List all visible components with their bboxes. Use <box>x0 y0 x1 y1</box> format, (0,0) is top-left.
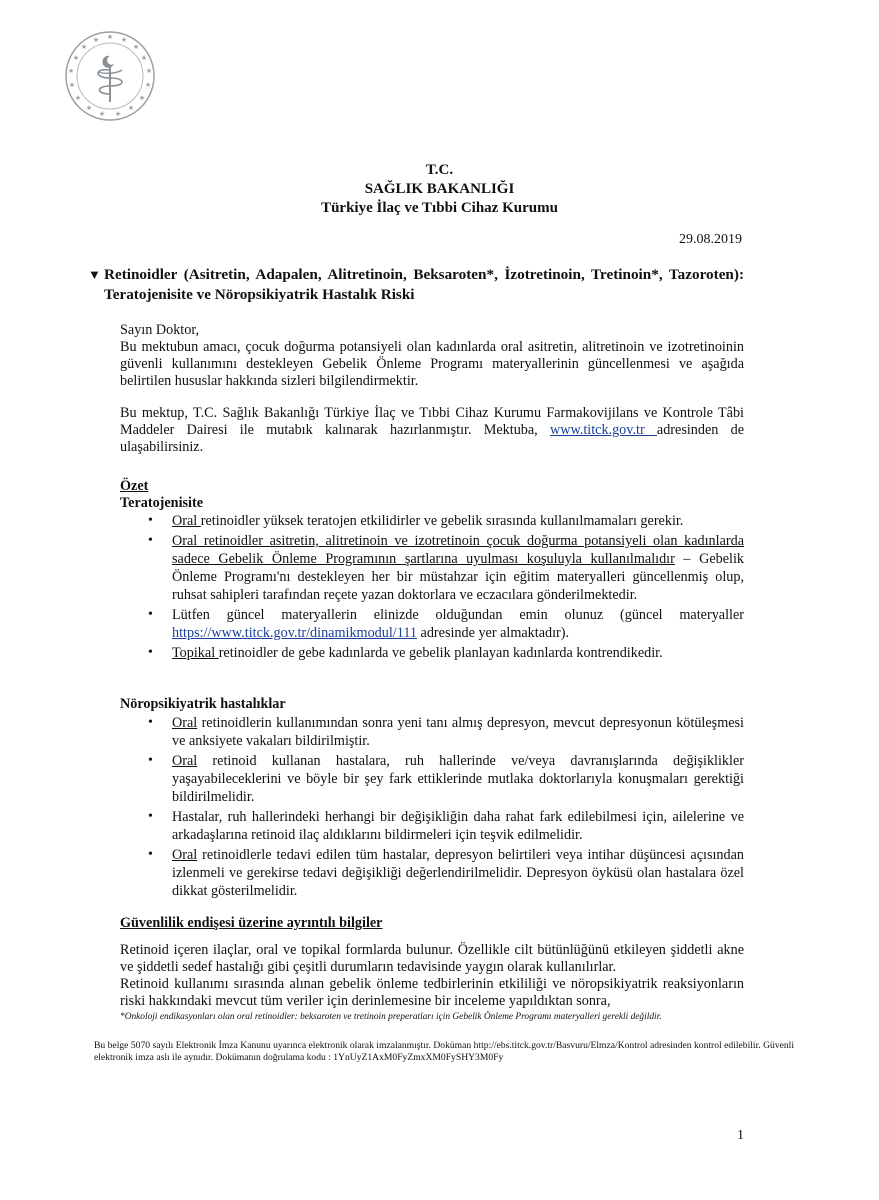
list-item: • Oral retinoid kullanan hastalara, ruh hallerinde ve/veya davranışlarında değişiklikler yaşayabileceklerini ve böyle bir şey fark ettiklerinde mutlaka doktorlarıyla konuşmaları gerektiği bildirilmelidir. <box>120 752 744 806</box>
materials-link[interactable]: https://www.titck.gov.tr/dinamikmodul/111 <box>172 625 417 641</box>
safety-heading: Güvenlilik endişesi üzerine ayrıntılı bilgiler <box>120 915 383 931</box>
svg-text:★: ★ <box>106 33 114 41</box>
list-item: • Oral retinoidlerle tedavi edilen tüm hastalar, depresyon belirtileri veya intihar düşüncesi açısından izlenmeli ve gerekirse tedavi değişikliği değerlendirilmelidir. Depresyon öyküsü olan hastalara özel dikkat gösterilmelidir. <box>120 846 744 900</box>
titck-link[interactable]: www.titck.gov.tr <box>549 422 657 438</box>
svg-text:★: ★ <box>85 104 93 112</box>
svg-text:★: ★ <box>127 104 135 112</box>
svg-text:★: ★ <box>138 94 146 102</box>
document-date: 29.08.2019 <box>679 232 742 247</box>
list-item: • Topikal retinoidler de gebe kadınlarda ve gebelik planlayan kadınlarda kontrendikedir. <box>120 644 744 662</box>
ministry-emblem-icon <box>64 30 156 122</box>
safety-paragraph-1: Retinoid içeren ilaçlar, oral ve topikal formlarda bulunur. Özellikle cilt bütünlüğünü etkileyen şiddetli akne ve şiddetli sedef hastalığı gibi çeşitli durumların tedavisinde yaygın olarak kullanılırlar. <box>120 942 744 975</box>
ministry-logo <box>64 30 156 122</box>
intro-paragraph-2 <box>120 405 744 456</box>
svg-text:★: ★ <box>120 36 128 44</box>
safety-paragraph-2: Retinoid kullanımı sırasında alınan gebelik önleme tedbirlerinin etkililiği ve nöropsikiyatrik reaksiyonların riski hakkındaki mevcut tüm veriler için derinlemesine bir inceleme yapıldıktan sonra, <box>120 976 744 1009</box>
document-title <box>88 265 744 305</box>
svg-text:★: ★ <box>67 67 75 75</box>
list-item: • Hastalar, ruh hallerindeki herhangi bir değişikliğin daha rahat fark edilebilmesi için, ailelerine ve arkadaşlarına retinoid ilaç aldıklarını bildirmeleri için teşvik edilmelidir. <box>120 808 744 844</box>
svg-text:★: ★ <box>80 43 88 51</box>
svg-text:★: ★ <box>72 54 80 62</box>
list-item: • Lütfen güncel materyallerin elinizde olduğundan emin olunuz (güncel materyaller https://www.titck.gov.tr/dinamikmodul/111 adresinde yer almaktadır). <box>120 606 744 642</box>
svg-text:★: ★ <box>144 81 152 89</box>
svg-text:★: ★ <box>98 110 106 118</box>
svg-text:★: ★ <box>68 81 76 89</box>
neuropsychiatric-heading: Nöropsikiyatrik hastalıklar <box>120 696 286 712</box>
header-country: T.C. <box>425 162 454 178</box>
svg-text:★: ★ <box>140 54 148 62</box>
page-number: 1 <box>737 1128 744 1143</box>
list-item: • Oral retinoidlerin kullanımından sonra yeni tanı almış depresyon, mevcut depresyonun kötüleşmesi ve anksiyete vakaları bildirilmiştir. <box>120 714 744 750</box>
header-agency: Türkiye İlaç ve Tıbbi Cihaz Kurumu <box>321 200 558 216</box>
list-item: • Oral retinoidler asitretin, alitretinoin ve izotretinoin çocuk doğurma potansiyeli olan kadınlarda sadece Gebelik Önleme Programının şartlarına uyulması koşuluyla kullanılmalıdır – Gebelik Önleme Programı'nı destekleyen her bir müstahzar için eğitim materyalleri güncellenmiş olup, ruhsat sahipleri tarafından reçete yazan doktorlara ve eczacılara gönderilmektedir. <box>120 532 744 604</box>
svg-text:★: ★ <box>92 36 100 44</box>
triangle-icon: ▼ <box>88 267 101 282</box>
intro2-text-b: adresinden de ulaşabilirsiniz. <box>120 422 744 455</box>
intro2-text-a: Bu mektup, T.C. Sağlık Bakanlığı Türkiye İlaç ve Tıbbi Cihaz Kurumu Farmakovijilans ve Kontrole Tâbi Maddeler Dairesi ile mutabık kalınarak hazırlanmıştır. Mektuba, <box>120 405 744 438</box>
intro-paragraph-1: Bu mektubun amacı, çocuk doğurma potansiyeli olan kadınlarda oral asitretin, alitretinoin ve izotretinoinin güvenli kullanımını destekleyen Gebelik Önleme Programı materyallerinin güncellenmesi ve aşağıda belirtilen hususlar hakkında sizleri bilgilendirmektir. <box>120 339 744 389</box>
footnote: *Onkoloji endikasyonları olan oral retinoidler: beksaroten ve tretinoin preperatları için Gebelik Önleme Programı materyalleri gerekli değildir. <box>120 1012 662 1022</box>
summary-heading: Özet <box>120 478 149 494</box>
e-signature-note: Bu belge 5070 sayılı Elektronik İmza Kanunu uyarınca elektronik olarak imzalanmıştır. Doküman http://ebs.titck.gov.tr/Basvuru/Elmza/Kontrol adresinden kontrol edilebilir. Güvenli elektronik imza aslı ile aynıdır. Dokümanın doğrulama kodu : 1YnUyZ1AxM0FyZmxXM0FySHY3M0Fy <box>94 1040 794 1063</box>
salutation: Sayın Doktor, <box>120 322 200 338</box>
svg-text:★: ★ <box>145 67 153 75</box>
header-ministry: SAĞLIK BAKANLIĞI <box>364 181 515 197</box>
svg-text:★: ★ <box>132 43 140 51</box>
teratogenicity-heading: Teratojenisite <box>120 495 204 511</box>
neuropsychiatric-list <box>120 714 744 902</box>
svg-text:★: ★ <box>74 94 82 102</box>
teratogenicity-list <box>120 512 744 664</box>
list-item: • Oral retinoidler yüksek teratojen etkilidirler ve gebelik sırasında kullanılmamaları gerekir. <box>120 512 744 530</box>
svg-text:★: ★ <box>114 110 122 118</box>
title-text: Retinoidler (Asitretin, Adapalen, Alitretinoin, Beksaroten*, İzotretinoin, Tretinoin*, Tazoroten): Teratojenisite ve Nöropsikiyatrik Hastalık Riski <box>104 266 744 303</box>
